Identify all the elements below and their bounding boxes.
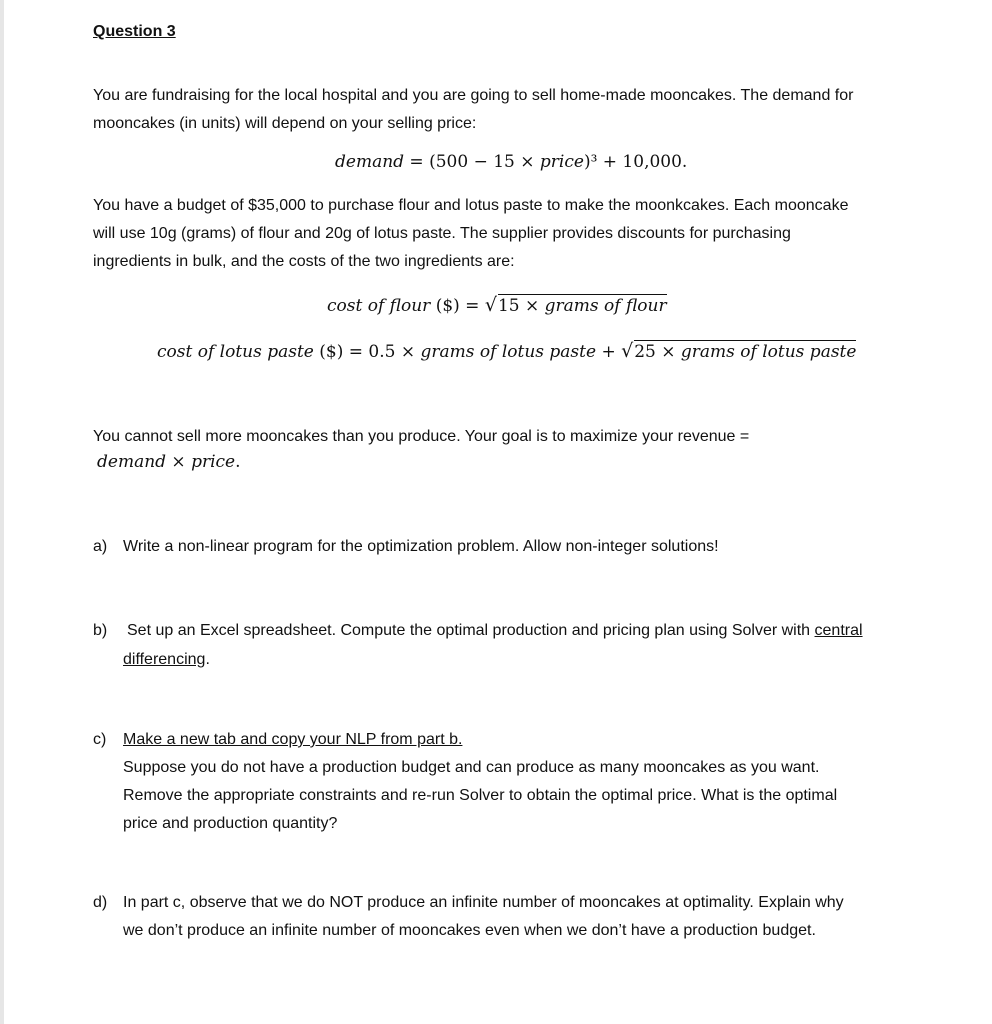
part-c-letter: c) xyxy=(93,731,107,748)
part-b-line-1-text: Set up an Excel spreadsheet. Compute the optimal production and pricing plan using Solver with xyxy=(127,622,815,639)
lotus-eq-plus: + xyxy=(596,342,622,362)
goal-line-2 xyxy=(97,452,241,472)
demand-eq-var: price xyxy=(539,152,584,172)
lotus-eq-unit: ($) = 0.5 × xyxy=(313,342,421,362)
part-a-text: Write a non-linear program for the optimization problem. Allow non-integer solutions! xyxy=(123,538,719,555)
part-d-line-2: we don’t produce an infinite number of mooncakes even when we don’t have a production budget. xyxy=(123,922,816,939)
part-c-line-1: Make a new tab and copy your NLP from part b. xyxy=(123,731,463,748)
budget-line-1: You have a budget of $35,000 to purchase flour and lotus paste to make the moonkcakes. Each mooncake xyxy=(93,197,849,214)
budget-line-2: will use 10g (grams) of flour and 20g of lotus paste. The supplier provides discounts for purchasing xyxy=(93,225,791,242)
flour-cost-equation xyxy=(327,294,667,316)
demand-eq-eq: = (500 − 15 × xyxy=(404,152,540,172)
flour-radicand-num: 15 × xyxy=(497,296,545,316)
flour-eq-unit: ($) = xyxy=(430,296,485,316)
page-edge xyxy=(0,0,4,1024)
part-c-line-4: price and production quantity? xyxy=(123,815,338,832)
lotus-sqrt xyxy=(621,340,856,362)
sqrt-symbol-icon: √ xyxy=(621,340,634,362)
lotus-cost-equation xyxy=(157,340,856,362)
goal-times: × xyxy=(166,452,192,472)
part-b-line-1 xyxy=(127,617,927,645)
lotus-radicand-num: 25 × xyxy=(634,342,681,362)
part-b-letter: b) xyxy=(93,622,108,639)
part-d-line-1: In part c, observe that we do NOT produce an infinite number of mooncakes at optimality. Explain why xyxy=(123,894,844,911)
flour-sqrt xyxy=(485,294,667,316)
budget-line-3: ingredients in bulk, and the costs of the two ingredients are: xyxy=(93,253,515,270)
intro-line-2: mooncakes (in units) will depend on your selling price: xyxy=(93,115,477,132)
lotus-eq-lhs: cost of lotus paste xyxy=(157,342,314,362)
part-c-line-2: Suppose you do not have a production budget and can produce as many mooncakes as you want. xyxy=(123,759,820,776)
goal-var-demand: demand xyxy=(97,452,167,472)
flour-eq-lhs: cost of flour xyxy=(327,296,431,316)
goal-line-1: You cannot sell more mooncakes than you produce. Your goal is to maximize your revenue = xyxy=(93,428,750,445)
part-b-line-2 xyxy=(123,646,923,674)
demand-equation xyxy=(335,152,687,172)
demand-eq-lhs: demand xyxy=(335,152,405,172)
part-d-letter: d) xyxy=(93,894,108,911)
goal-var-price: price xyxy=(191,452,236,472)
lotus-radicand-var: grams of lotus paste xyxy=(680,342,857,362)
part-c-line-3: Remove the appropriate constraints and re-run Solver to obtain the optimal price. What is the optimal xyxy=(123,787,838,804)
part-a-letter: a) xyxy=(93,538,108,555)
lotus-eq-term1: grams of lotus paste xyxy=(420,342,597,362)
central-link-text: central xyxy=(814,622,863,639)
goal-end: . xyxy=(235,452,241,472)
part-b-line-2-end: . xyxy=(205,651,210,668)
question-heading: Question 3 xyxy=(93,23,176,40)
intro-line-1: You are fundraising for the local hospital and you are going to sell home-made mooncakes. The demand for xyxy=(93,87,854,104)
differencing-link-text: differencing xyxy=(123,651,206,668)
sqrt-symbol-icon: √ xyxy=(484,294,497,316)
demand-eq-rest: )³ + 10,000. xyxy=(583,152,688,172)
flour-radicand-var: grams of flour xyxy=(544,296,667,316)
